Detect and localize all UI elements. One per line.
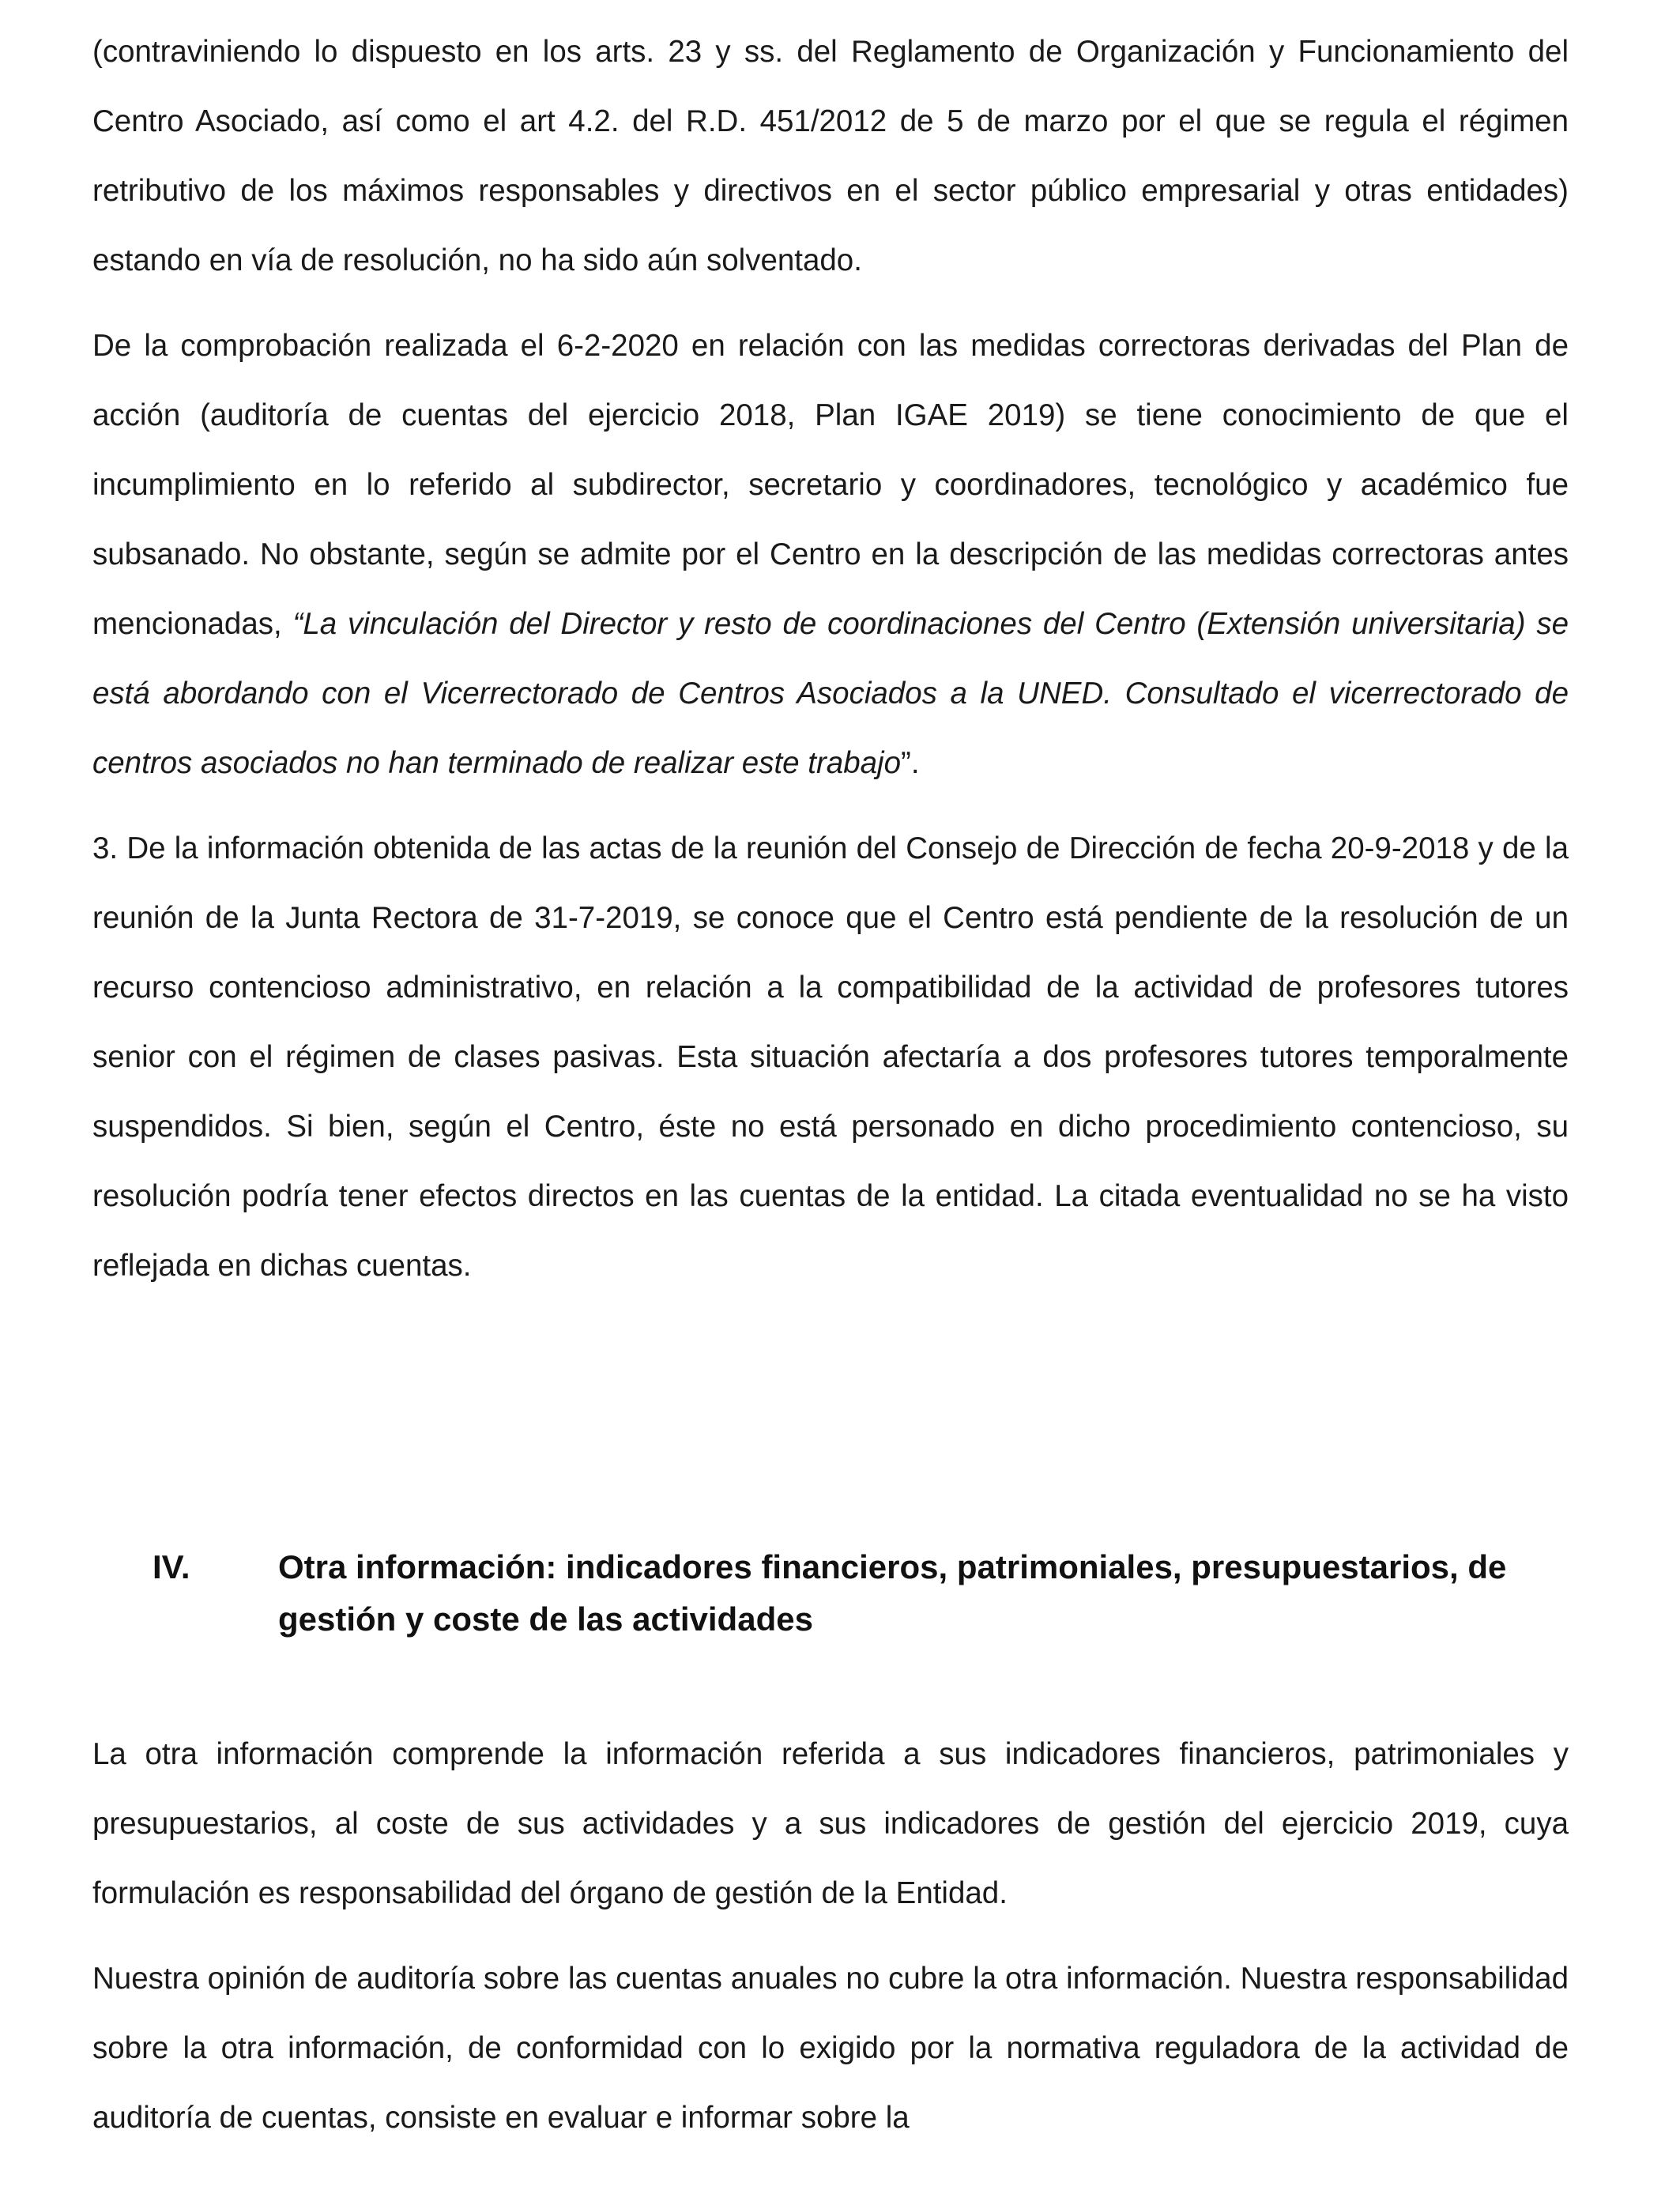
quote-end: ”. [901, 746, 920, 780]
paragraph-opinion-auditoria: Nuestra opinión de auditoría sobre las cuentas anuales no cubre la otra información. Nuestra responsabilidad sobre la otra información, de conformidad con lo exigido por la normativa reguladora de la actividad de auditoría de cuentas, consiste en evaluar e informar sobre la [92, 1962, 1569, 2135]
document-page [92, 17, 1569, 1301]
section-body [92, 1720, 1569, 2153]
section-heading [92, 1541, 1594, 1646]
paragraph-comprobacion [92, 311, 1569, 798]
quote-vinculacion: “La vinculación del Director y resto de coordinaciones del Centro (Extensión universitaria) se está abordando con el Vicerrectorado de Centros Asociados a la UNED. Consultado el vicerrectorado de centros asociados no han terminado de realizar este trabajo [92, 607, 1569, 780]
paragraph-item-3: 3. De la información obtenida de las actas de la reunión del Consejo de Dirección de fecha 20-9-2018 y de la reunión de la Junta Rectora de 31-7-2019, se conoce que el Centro está pendiente de la resolución de un recurso contencioso administrativo, en relación a la compatibilidad de la actividad de profesores tutores senior con el régimen de clases pasivas. Esta situación afectaría a dos profesores tutores temporalmente suspendidos. Si bien, según el Centro, éste no está personado en dicho procedimiento contencioso, su resolución podría tener efectos directos en las cuentas de la entidad. La citada eventualidad no se ha visto reflejada en dichas cuentas. [92, 831, 1569, 1283]
paragraph-contraviniendo: (contraviniendo lo dispuesto en los arts. 23 y ss. del Reglamento de Organización y Funcionamiento del Centro Asociado, así como el art 4.2. del R.D. 451/2012 de 5 de marzo por el que se regula el régimen retributivo de los máximos responsables y directivos en el sector público empresarial y otras entidades) estando en vía de resolución, no ha sido aún solventado. [92, 35, 1569, 277]
paragraph-comprobacion-text: De la comprobación realizada el 6-2-2020 en relación con las medidas correctoras derivadas del Plan de acción (auditoría de cuentas del ejercicio 2018, Plan IGAE 2019) se tiene conocimiento de que el incumplimiento en lo referido al subdirector, secretario y coordinadores, tecnológico y académico fue subsanado. No obstante, según se admite por el Centro en la descripción de las medidas correctoras antes mencionadas, [92, 329, 1569, 641]
section-title: Otra información: indicadores financieros, patrimoniales, presupuestarios, de gestión y coste de las actividades [278, 1548, 1507, 1638]
paragraph-otra-informacion: La otra información comprende la información referida a sus indicadores financieros, patrimoniales y presupuestarios, al coste de sus actividades y a sus indicadores de gestión del ejercicio 2019, cuya formulación es responsabilidad del órgano de gestión de la Entidad. [92, 1737, 1569, 1910]
section-number: IV. [153, 1548, 190, 1585]
